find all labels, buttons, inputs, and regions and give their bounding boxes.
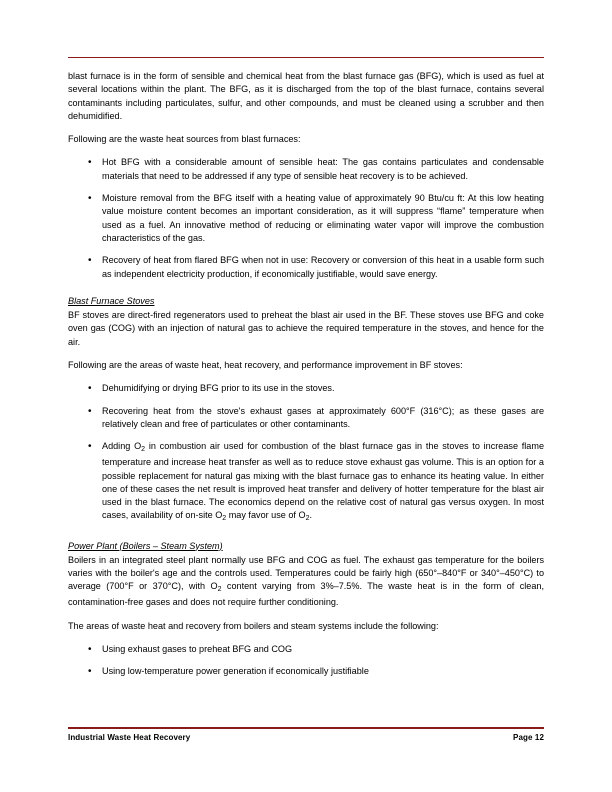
list-item [68, 156, 544, 183]
list-item [68, 382, 544, 395]
list-item-text: Dehumidifying or drying BFG prior to its use in the stoves. [102, 383, 335, 394]
section-heading-power-plant: Power Plant (Boilers – Steam System) [68, 540, 223, 551]
paragraph-lead-in-boilers: The areas of waste heat and recovery from boilers and steam systems include the following: [68, 620, 439, 631]
list-item-text-start: Adding O [102, 441, 142, 452]
paragraph-text-end: content varying from 3%–7.5%. The waste heat is in the form of clean, contamination-free gases and does not require further conditioning. [68, 581, 544, 608]
subscript-two: 2 [217, 586, 222, 594]
bullet-marker-icon: • [88, 666, 92, 678]
list-item [68, 192, 544, 245]
bullet-marker-icon: • [88, 644, 92, 656]
list-item [68, 440, 544, 525]
paragraph-intro: blast furnace is in the form of sensible and chemical heat from the blast furnace gas (BFG), which is used as fuel at several locations within the plant. The BFG, as it is discharged from the top of the blast furnace, contains several contaminants including particulates, sulfur, and other compounds, and must be cleaned using a scrubber and then dehumidified. [68, 71, 544, 121]
list-item-text: Moisture removal from the BFG itself with a heating value of approximately 90 Btu/cu ft: At this low heating value moisture content becomes an important consideration, as it will suppress “flame” temperature when used as a fuel. An innovative method of reducing or eliminating water vapor will improve the combustion characteristics of the gas. [102, 193, 544, 243]
paragraph-lead-in-blast-furnace: Following are the waste heat sources from blast furnaces: [68, 134, 301, 145]
list-item-text-tail: may favor use of O [226, 510, 306, 521]
bullet-marker-icon: • [88, 405, 92, 417]
subscript-two: 2 [222, 515, 227, 523]
footer-page-number: Page 12 [513, 733, 544, 742]
bullet-marker-icon: • [88, 255, 92, 267]
bullet-marker-icon: • [88, 157, 92, 169]
subscript-two: 2 [305, 515, 310, 523]
page-footer [68, 733, 544, 742]
list-item-text: Hot BFG with a considerable amount of sensible heat: The gas contains particulates and condensable materials that need to be addressed if any type of sensible heat recovery is to be achieved. [102, 157, 544, 181]
list-item-text: Using low-temperature power generation if economically justifiable [102, 666, 369, 677]
list-item-text-middle: in combustion air used for combustion of the blast furnace gas in the stoves to increase flame temperature and increase heat transfer as well as to reduce stove exhaust gas volume. This is an option for a possible replacement for natural gas mixing with the blast furnace gas to enhance its heating value. In either one of these cases the net result is improved heat transfer and delivery of hotter temperature for the blast air used in the blast furnace. The economics depend on the relative cost of natural gas versus oxygen. In most cases, availability of on-site O [102, 441, 544, 521]
subscript-two: 2 [141, 445, 146, 453]
bullet-marker-icon: • [88, 441, 92, 453]
list-item [68, 665, 544, 678]
bullet-list-blast-furnace [68, 156, 544, 280]
document-body [68, 70, 544, 689]
paragraph-lead-in-stoves: Following are the areas of waste heat, heat recovery, and performance improvement in BF stoves: [68, 360, 463, 371]
footer-title: Industrial Waste Heat Recovery [68, 733, 191, 742]
header-rule [68, 57, 544, 58]
bullet-list-stoves [68, 382, 544, 525]
paragraph-text-start: Boilers in an integrated steel plant normally use BFG and COG as fuel. The exhaust gas temperature for the boilers varies with the boiler's age and the controls used. Temperatures could be fairly high (650°–840°F or 340°–450°C) to average (700°F or 370°C), with O [68, 554, 544, 592]
list-item [68, 254, 544, 281]
bullet-marker-icon: • [88, 383, 92, 395]
bullet-marker-icon: • [88, 193, 92, 205]
list-item-text: Using exhaust gases to preheat BFG and COG [102, 644, 293, 655]
bullet-list-boilers [68, 643, 544, 679]
list-item-text: Recovering heat from the stove's exhaust gases at approximately 600°F (316°C); as these gases are relatively clean and free of particulates or other contaminants. [102, 405, 544, 429]
list-item-text-end: . [309, 510, 312, 521]
footer-rule [68, 727, 544, 729]
paragraph-bf-stoves-intro: BF stoves are direct-fired regenerators used to preheat the blast air used in the BF. These stoves use BFG and coke oven gas (COG) with an injection of natural gas to achieve the required temperature in the stoves, and hence for the air. [68, 310, 544, 347]
paragraph-power-plant-intro [68, 554, 544, 610]
section-heading-blast-furnace-stoves: Blast Furnace Stoves [68, 295, 155, 306]
list-item [68, 643, 544, 656]
list-item-text: Recovery of heat from flared BFG when not in use: Recovery or conversion of this heat in a usable form such as independent electricity production, if economically justifiable, would save energy. [102, 255, 544, 279]
list-item [68, 405, 544, 432]
